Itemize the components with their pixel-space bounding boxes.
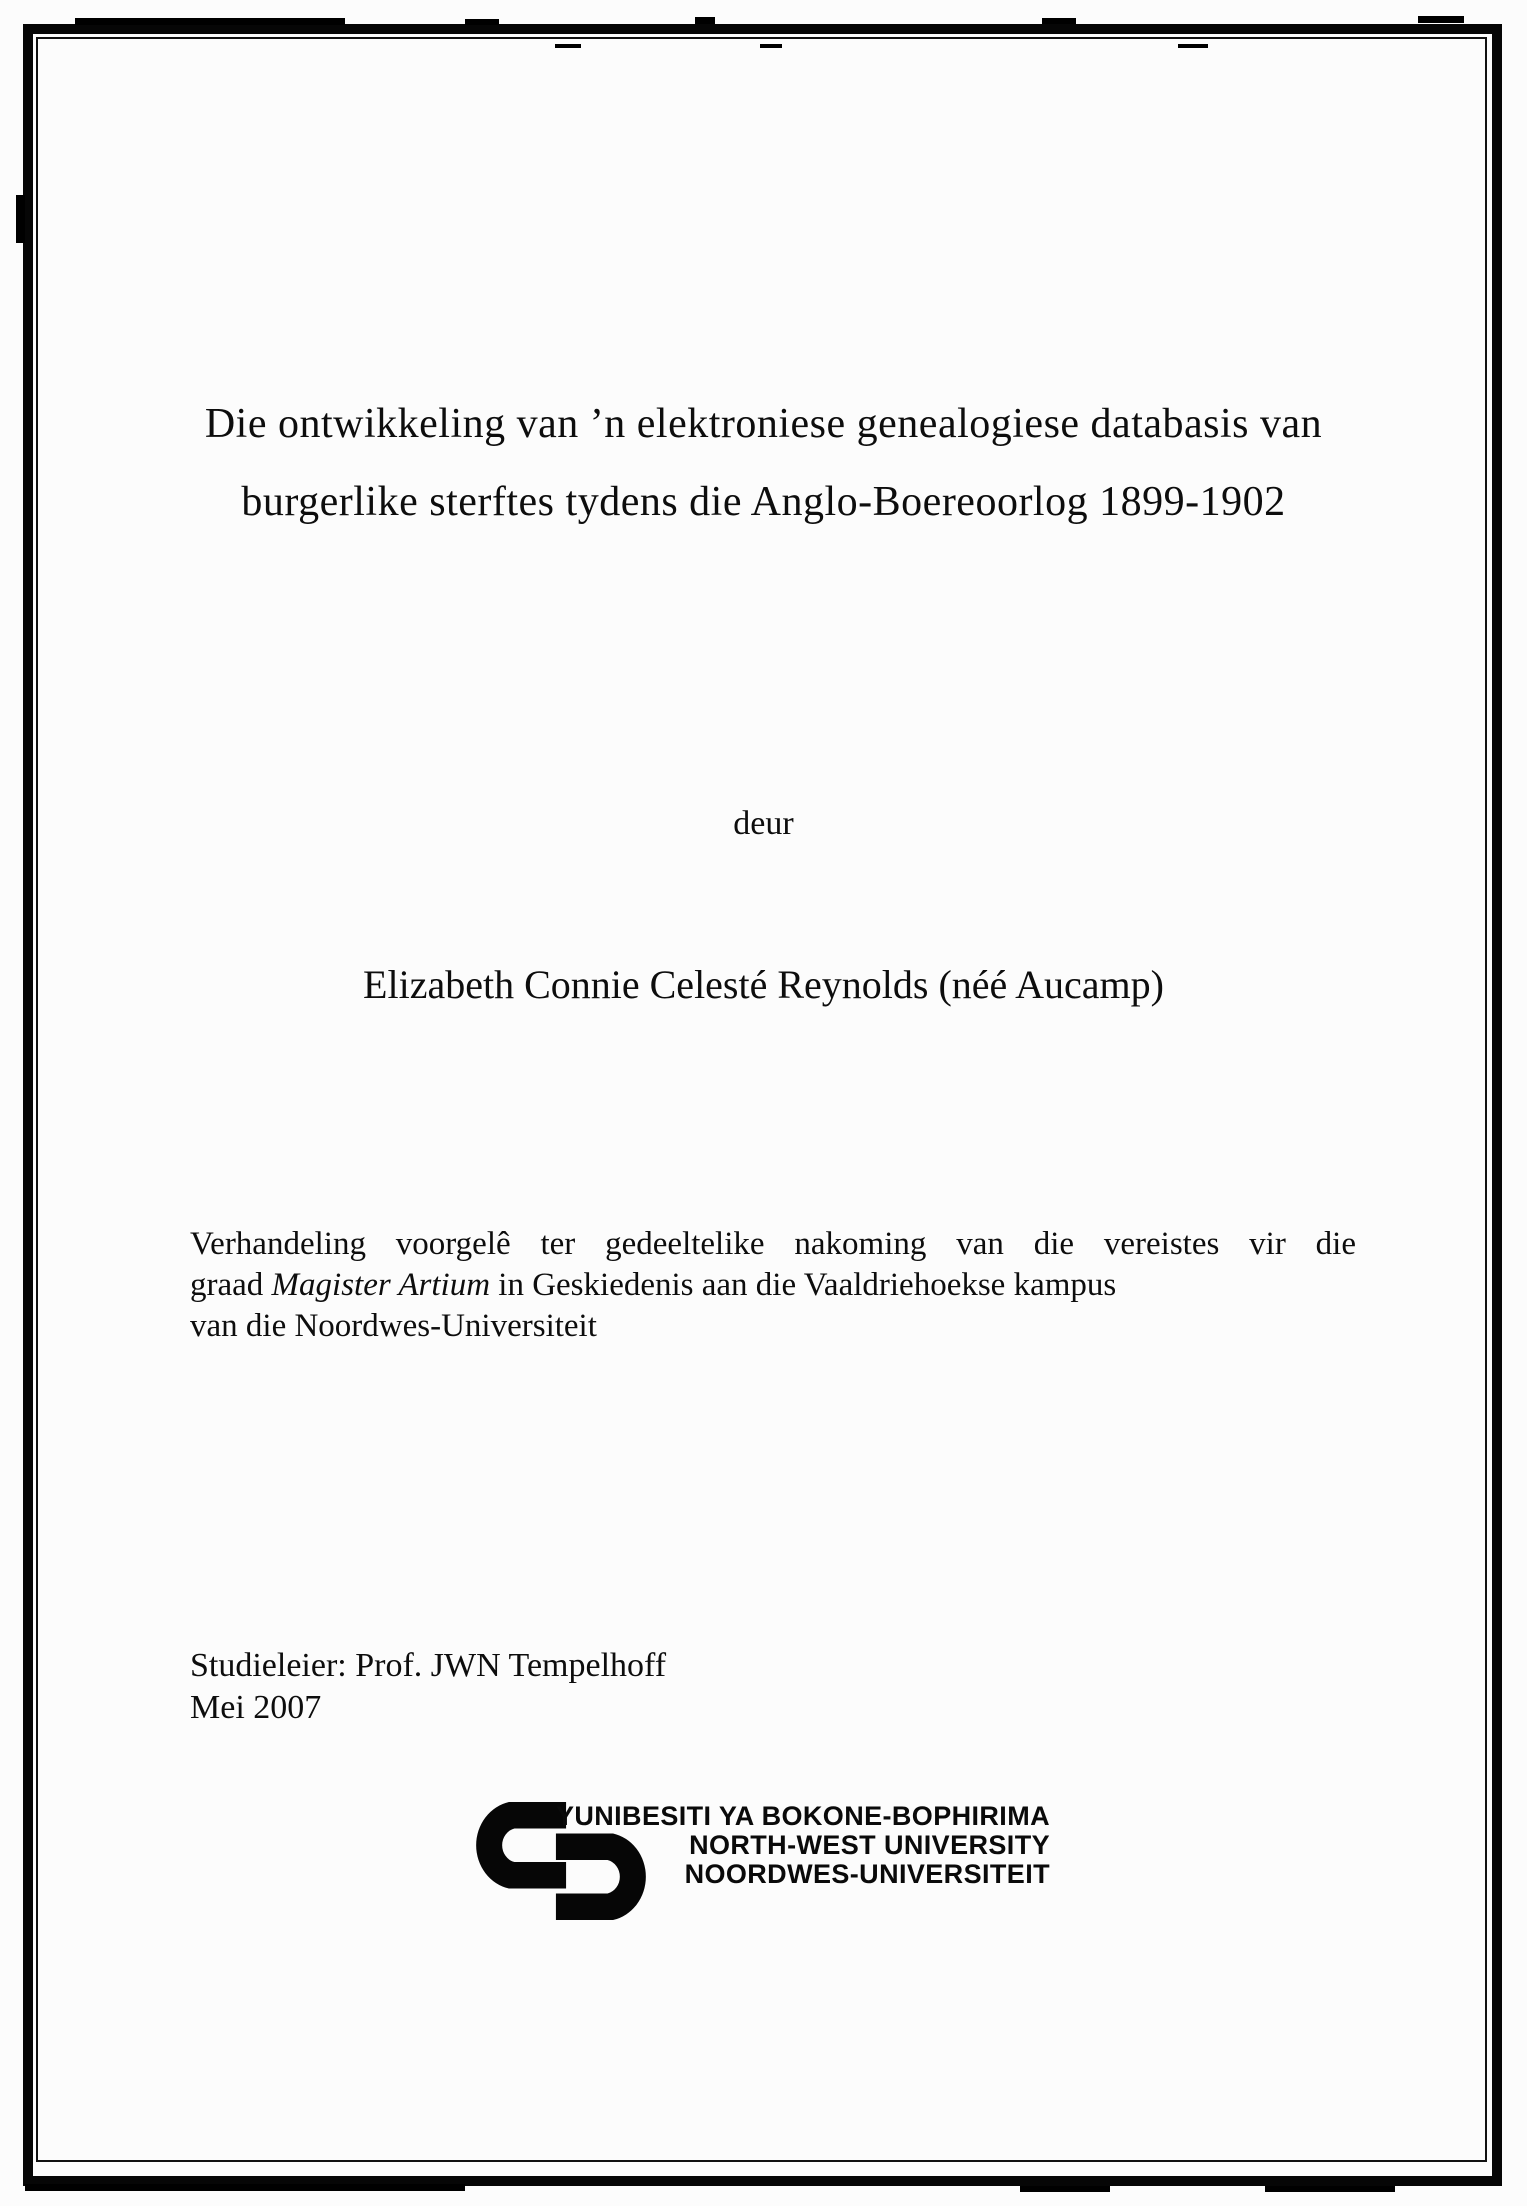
supervisor-line: Studieleier: Prof. JWN Tempelhoff [190,1647,667,1684]
statement-line-2-prefix: graad [190,1267,272,1303]
scan-artifact [1042,18,1076,24]
thesis-title-line-1: Die ontwikkeling van ’n elektroniese genealogiese databasis van [204,401,1323,447]
scan-artifact [555,44,581,48]
scan-artifact [1418,16,1464,23]
statement-line-2-suffix: in Geskiedenis aan die Vaaldriehoekse kampus [490,1267,1117,1303]
scan-artifact [760,44,782,48]
byline-deur: deur [733,805,794,842]
scan-artifact [75,18,345,25]
scan-artifact [1178,44,1208,48]
scan-artifact [16,195,25,243]
thesis-title-line-2: burgerlike sterftes tydens die Anglo-Boereoorlog 1899-1902 [241,479,1286,525]
scan-artifact [695,17,715,24]
thesis-statement [190,1224,1356,1347]
statement-line-3: van die Noordwes-Universiteit [190,1308,597,1344]
title-block [60,385,1467,541]
scan-artifact [1265,2186,1395,2192]
degree-name: Magister Artium [271,1267,491,1303]
scan-artifact [1020,2186,1110,2192]
scan-artifact [465,19,499,25]
scan-artifact [25,2184,465,2191]
statement-line-2 [190,1265,1356,1306]
date-line: Mei 2007 [190,1689,322,1726]
logo-wordmark-line1: YUNIBESITI YA BOKONE-BOPHIRIMA [555,1801,1050,1831]
supervisor-block [190,1645,666,1729]
logo-wordmark [550,1802,1050,1889]
statement-line-1: Verhandeling voorgelê ter gedeeltelike nakoming van die vereistes vir die [190,1226,1356,1262]
logo-wordmark-line2: NORTH-WEST UNIVERSITY [689,1830,1050,1860]
logo-wordmark-line3: NOORDWES-UNIVERSITEIT [684,1859,1050,1889]
author-name: Elizabeth Connie Celesté Reynolds (néé Aucamp) [363,962,1164,1007]
